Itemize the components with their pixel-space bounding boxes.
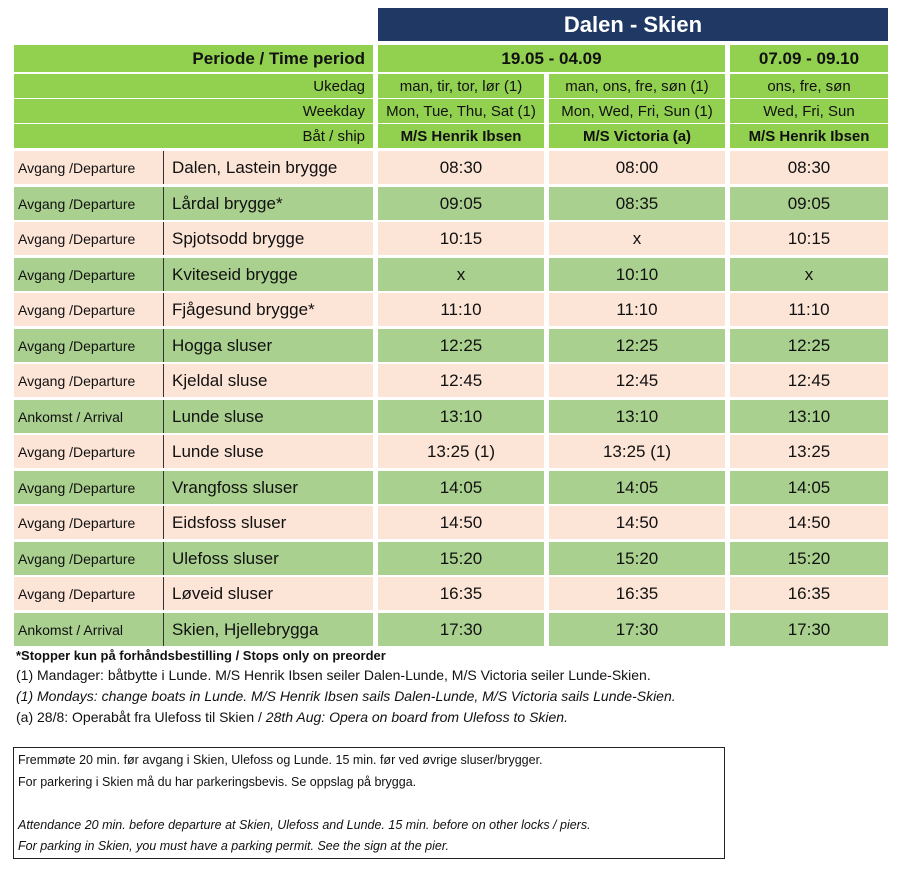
row-time-col1: 09:05 [378,187,544,220]
row-time-col3: 13:25 [730,435,888,468]
footnote-mandager: (1) Mandager: båtbytte i Lunde. M/S Henrik Ibsen seiler Dalen-Lunde, M/S Victoria seiler Lunde-Skien. [16,667,651,683]
ukedag-col2: man, ons, fre, søn (1) [549,74,725,98]
row-stop: Fjågesund brygge* [163,293,373,326]
row-type: Ankomst / Arrival [14,613,164,646]
ship-col3: M/S Henrik Ibsen [730,124,888,148]
row-type: Avgang /Departure [14,471,164,504]
weekday-col2: Mon, Wed, Fri, Sun (1) [549,99,725,123]
notice-line-3: Attendance 20 min. before departure at Skien, Ulefoss and Lunde. 15 min. before on other locks / piers. [18,818,591,832]
row-type: Avgang /Departure [14,364,164,397]
row-time-col1: 08:30 [378,151,544,184]
ukedag-col3: ons, fre, søn [730,74,888,98]
notice-line-4: For parking in Skien, you must have a parking permit. See the sign at the pier. [18,839,450,853]
row-time-col1: 13:10 [378,400,544,433]
row-time-col2: 14:50 [549,506,725,539]
row-time-col1: 17:30 [378,613,544,646]
row-time-col3: 08:30 [730,151,888,184]
row-type: Avgang /Departure [14,329,164,362]
weekday-col1: Mon, Tue, Thu, Sat (1) [378,99,544,123]
row-stop: Skien, Hjellebrygga [163,613,373,646]
row-time-col1: x [378,258,544,291]
row-stop: Løveid sluser [163,577,373,610]
row-type: Avgang /Departure [14,435,164,468]
row-time-col2: 11:10 [549,293,725,326]
period-autumn: 07.09 - 09.10 [730,45,888,72]
ukedag-label: Ukedag [14,74,373,98]
footnote-opera [16,709,568,725]
row-time-col2: 16:35 [549,577,725,610]
row-time-col1: 11:10 [378,293,544,326]
row-type: Avgang /Departure [14,506,164,539]
row-time-col2: 08:00 [549,151,725,184]
row-stop: Kjeldal sluse [163,364,373,397]
row-type: Avgang /Departure [14,187,164,220]
footnote-opera-en: 28th Aug: Opera on board from Ulefoss to Skien. [265,709,568,725]
row-time-col2: 12:25 [549,329,725,362]
row-stop: Lunde sluse [163,400,373,433]
row-stop: Kviteseid brygge [163,258,373,291]
row-time-col2: x [549,222,725,255]
row-time-col1: 12:45 [378,364,544,397]
row-time-col2: 10:10 [549,258,725,291]
row-type: Ankomst / Arrival [14,400,164,433]
row-type: Avgang /Departure [14,258,164,291]
row-time-col1: 14:05 [378,471,544,504]
row-time-col2: 17:30 [549,613,725,646]
row-time-col3: 10:15 [730,222,888,255]
row-stop: Ulefoss sluser [163,542,373,575]
row-type: Avgang /Departure [14,151,164,184]
row-time-col3: 15:20 [730,542,888,575]
row-time-col1: 13:25 (1) [378,435,544,468]
row-stop: Lårdal brygge* [163,187,373,220]
ship-col2: M/S Victoria (a) [549,124,725,148]
footnote-opera-no: (a) 28/8: Operabåt fra Ulefoss til Skien / [16,709,266,725]
row-time-col1: 15:20 [378,542,544,575]
weekday-col3: Wed, Fri, Sun [730,99,888,123]
row-stop: Lunde sluse [163,435,373,468]
weekday-label: Weekday [14,99,373,123]
route-title: Dalen - Skien [378,8,888,41]
row-type: Avgang /Departure [14,293,164,326]
ukedag-col1: man, tir, tor, lør (1) [378,74,544,98]
row-time-col1: 12:25 [378,329,544,362]
row-stop: Spjotsodd brygge [163,222,373,255]
row-time-col1: 10:15 [378,222,544,255]
row-time-col3: 16:35 [730,577,888,610]
row-time-col3: 12:25 [730,329,888,362]
row-time-col3: 11:10 [730,293,888,326]
row-time-col2: 08:35 [549,187,725,220]
footnote-preorder: *Stopper kun på forhåndsbestilling / Stops only on preorder [16,648,386,663]
row-time-col2: 13:10 [549,400,725,433]
row-time-col3: 14:50 [730,506,888,539]
notice-line-1: Fremmøte 20 min. før avgang i Skien, Ulefoss og Lunde. 15 min. før ved øvrige sluser/brygger. [18,753,543,767]
row-type: Avgang /Departure [14,577,164,610]
row-stop: Hogga sluser [163,329,373,362]
row-time-col3: 12:45 [730,364,888,397]
row-type: Avgang /Departure [14,542,164,575]
row-time-col2: 12:45 [549,364,725,397]
row-stop: Vrangfoss sluser [163,471,373,504]
ship-col1: M/S Henrik Ibsen [378,124,544,148]
row-stop: Dalen, Lastein brygge [163,151,373,184]
row-time-col3: 17:30 [730,613,888,646]
period-label: Periode / Time period [14,45,373,72]
period-summer: 19.05 - 04.09 [378,45,725,72]
footnote-mondays: (1) Mondays: change boats in Lunde. M/S Henrik Ibsen sails Dalen-Lunde, M/S Victoria sails Lunde-Skien. [16,688,676,704]
row-time-col2: 13:25 (1) [549,435,725,468]
notice-line-2: For parkering i Skien må du har parkeringsbevis. Se oppslag på brygga. [18,775,417,789]
row-type: Avgang /Departure [14,222,164,255]
row-time-col1: 16:35 [378,577,544,610]
ship-label: Båt / ship [14,124,373,148]
row-time-col2: 15:20 [549,542,725,575]
row-stop: Eidsfoss sluser [163,506,373,539]
row-time-col3: x [730,258,888,291]
row-time-col2: 14:05 [549,471,725,504]
row-time-col3: 14:05 [730,471,888,504]
row-time-col3: 09:05 [730,187,888,220]
row-time-col1: 14:50 [378,506,544,539]
row-time-col3: 13:10 [730,400,888,433]
